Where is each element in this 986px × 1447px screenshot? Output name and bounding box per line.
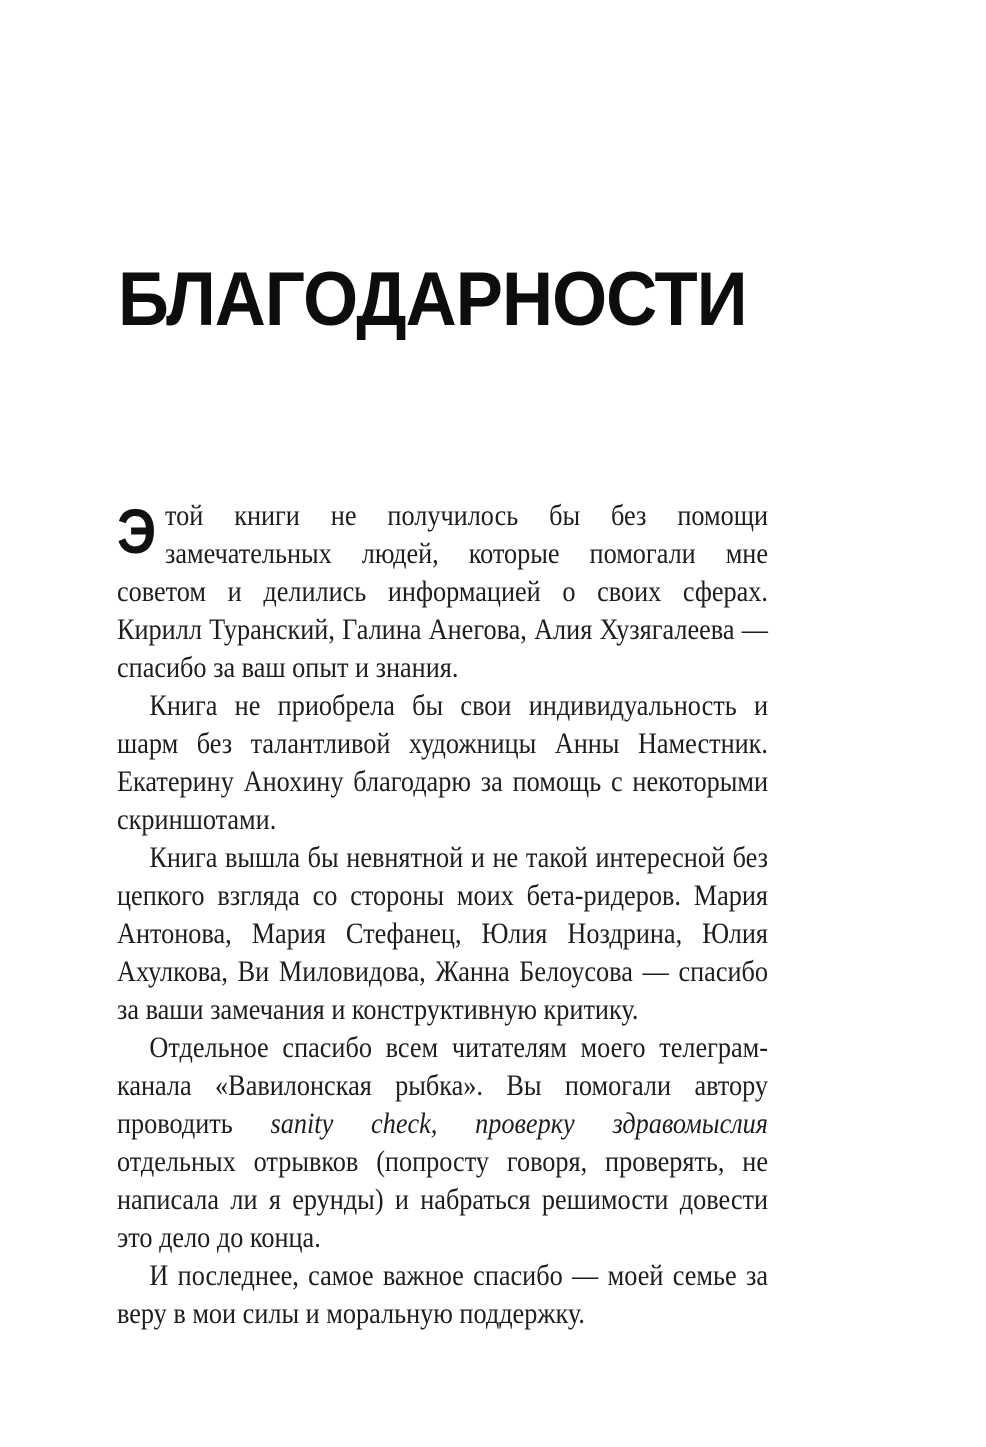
paragraph-telegram-tail: отдельных отрывков (попросту говоря, проверять, не написала ли я ерунды) и набраться решимости довести это дело до конца. xyxy=(117,1145,768,1254)
paragraph-telegram-channel xyxy=(117,1029,768,1257)
drop-cap-letter: Э xyxy=(117,497,157,567)
paragraph-telegram-lead: Отдельное спасибо всем читателям моего телеграм-канала «Вавилонская рыбка». Вы помогали автору проводить xyxy=(117,1031,768,1140)
page-title: БЛАГОДАРНОСТИ xyxy=(118,257,747,342)
paragraph-opening xyxy=(117,497,768,687)
body-text xyxy=(117,497,768,1333)
paragraph-beta-readers: Книга вышла бы невнятной и не такой интересной без цепкого взгляда со стороны моих бета-ридеров. Мария Антонова, Мария Стефанец, Юлия Ноздрина, Юлия Ахулкова, Ви Миловидова, Жанна Белоусова — спасибо за ваши замечания и конструктивную критику. xyxy=(117,841,768,1026)
paragraph-family: И последнее, самое важное спасибо — моей семье за веру в мои силы и моральную поддержку. xyxy=(117,1259,768,1330)
paragraph-opening-text: той книги не получилось бы без помощи замечательных людей, которые помогали мне советом и делились информацией о своих сферах. Кирилл Туранский, Галина Анегова, Алия Хузягалеева — спасибо за ваш опыт и знания. xyxy=(117,499,768,684)
paragraph-illustrators: Книга не приобрела бы свои индивидуальность и шарм без талантливой художницы Анны Наместник. Екатерину Анохину благодарю за помощь с некоторыми скриншотами. xyxy=(117,689,768,836)
paragraph-telegram-italic-phrase: sanity check, проверку здравомыслия xyxy=(270,1107,768,1140)
